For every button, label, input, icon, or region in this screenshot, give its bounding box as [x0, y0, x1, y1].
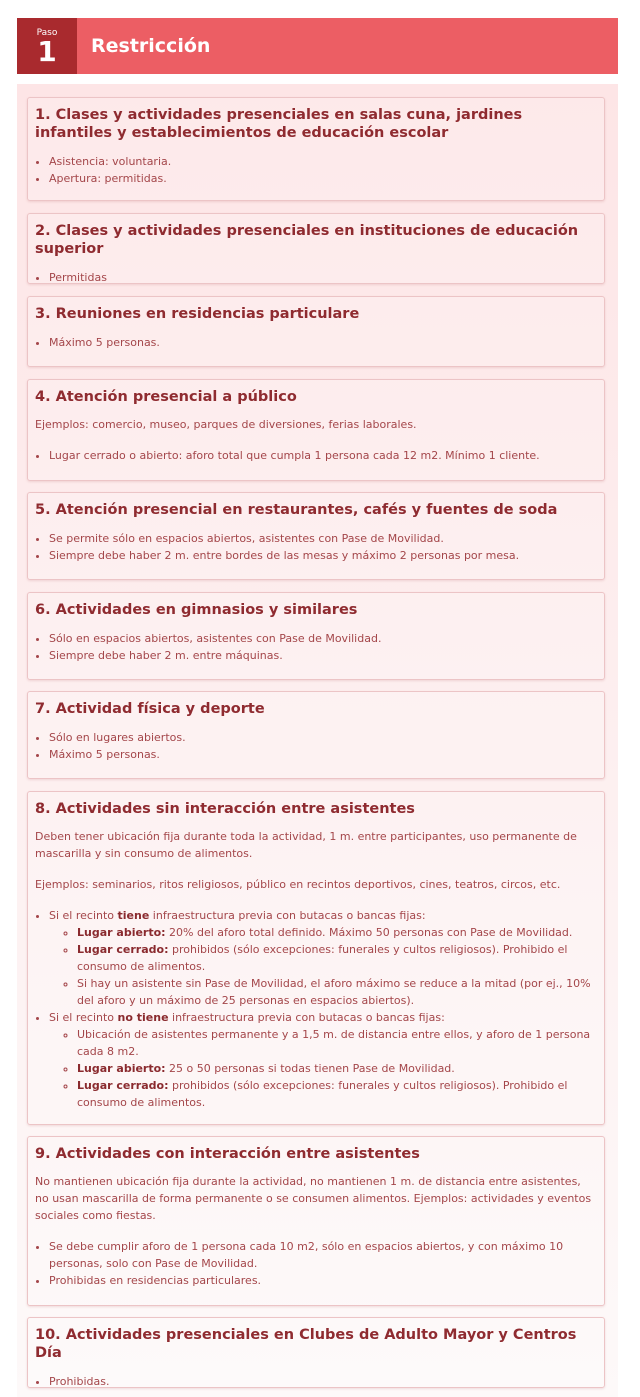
group-text: infraestructura previa con butacas o bancas fijas: [149, 909, 426, 922]
card-9 [27, 1136, 605, 1306]
card-title: 5. Atención presencial en restaurantes, cafés y fuentes de soda [35, 502, 558, 518]
card-intro: No mantienen ubicación fija durante la actividad, no mantienen 1 m. de distancia entre asistentes, no usan mascarilla de forma permanente o se consumen alimentos. Ejemplos: actividades y eventos sociales como fiestas. [35, 1175, 592, 1222]
sub-item [77, 941, 597, 975]
card-title: 10. Actividades presenciales en Clubes de Adulto Mayor y Centros Día [35, 1327, 577, 1361]
card-title: 4. Atención presencial a público [35, 389, 297, 405]
list-item: • Prohibidas en residencias particulares. [49, 1272, 597, 1289]
sub-list [49, 924, 597, 1009]
sub-item [77, 975, 597, 1009]
group-text: infraestructura previa con butacas o bancas fijas: [168, 1011, 445, 1024]
sub-text: 25 o 50 personas si todas tienen Pase de Movilidad. [165, 1062, 455, 1075]
card-1 [27, 97, 605, 201]
sub-emphasis: Lugar abierto: [77, 926, 166, 939]
list-item: • Siempre debe haber 2 m. entre máquinas. [49, 647, 597, 664]
card-10 [27, 1317, 605, 1388]
card-list [35, 334, 597, 351]
card-7 [27, 691, 605, 779]
card-title: 9. Actividades con interacción entre asistentes [35, 1146, 420, 1162]
card-title: 1. Clases y actividades presenciales en salas cuna, jardines infantiles y establecimientos de educación escolar [35, 107, 523, 141]
list-item: • Prohibidas. [49, 1373, 597, 1390]
list-item: • Sólo en lugares abiertos. [49, 729, 597, 746]
sub-item [77, 924, 597, 941]
list-item: • Máximo 5 personas. [49, 334, 597, 351]
step-number: 1 [37, 35, 57, 68]
page-title: Restricción [91, 35, 211, 57]
group-emphasis: tiene [117, 909, 150, 922]
list-item: • Lugar cerrado o abierto: aforo total que cumpla 1 persona cada 12 m2. Mínimo 1 cliente. [49, 447, 597, 464]
card-2 [27, 213, 605, 284]
card-8 [27, 791, 605, 1125]
sub-item [77, 1077, 597, 1111]
card-intro: Deben tener ubicación fija durante toda la actividad, 1 m. entre participantes, uso permanente de mascarilla y sin consumo de alimentos. [35, 830, 577, 860]
sub-text: 20% del aforo total definido. Máximo 50 personas con Pase de Movilidad. [165, 926, 573, 939]
card-4 [27, 379, 605, 481]
step-label: Paso [36, 28, 58, 38]
sub-list [49, 1026, 597, 1111]
sub-text: Ubicación de asistentes permanente y a 1,5 m. de distancia entre ellos, y aforo de 1 persona cada 8 m2. [77, 1028, 591, 1058]
step-header [17, 18, 618, 74]
restrictions-panel [17, 84, 618, 1397]
card-intro: Ejemplos: comercio, museo, parques de diversiones, ferias laborales. [35, 418, 417, 431]
card-list [35, 630, 597, 664]
list-item [49, 1009, 597, 1111]
card-5 [27, 492, 605, 580]
list-item: • Sólo en espacios abiertos, asistentes con Pase de Movilidad. [49, 630, 597, 647]
group-text: Si el recinto [49, 909, 118, 922]
card-title: 7. Actividad física y deporte [35, 701, 265, 717]
card-list [35, 447, 597, 464]
card-list [35, 153, 597, 187]
list-item: • Se permite sólo en espacios abiertos, asistentes con Pase de Movilidad. [49, 530, 597, 547]
sub-emphasis: Lugar cerrado: [77, 943, 169, 956]
group-emphasis: no tiene [117, 1011, 169, 1024]
list-item: • Asistencia: voluntaria. [49, 153, 597, 170]
list-item: • Siempre debe haber 2 m. entre bordes de las mesas y máximo 2 personas por mesa. [49, 547, 597, 564]
sub-emphasis: Lugar abierto: [77, 1062, 166, 1075]
list-item: • Se debe cumplir aforo de 1 persona cada 10 m2, sólo en espacios abiertos, y con máximo 10 personas, solo con Pase de Movilidad. [49, 1238, 597, 1272]
card-list [35, 907, 597, 1111]
card-list [35, 729, 597, 763]
card-list [35, 530, 597, 564]
card-list [35, 1238, 597, 1289]
card-title: 8. Actividades sin interacción entre asistentes [35, 801, 415, 817]
sub-text: prohibidos (sólo excepciones: funerales y cultos religiosos). Prohibido el consumo de alimentos. [77, 1079, 568, 1109]
list-item: • Apertura: permitidas. [49, 170, 597, 187]
card-list [35, 1373, 597, 1390]
card-title: 3. Reuniones en residencias particulare [35, 306, 360, 322]
sub-item [77, 1060, 597, 1077]
sub-emphasis: Lugar cerrado: [77, 1079, 169, 1092]
card-3 [27, 296, 605, 367]
list-item: • Máximo 5 personas. [49, 746, 597, 763]
card-title: 2. Clases y actividades presenciales en instituciones de educación superior [35, 223, 579, 257]
list-item [49, 907, 597, 1009]
list-item: • Permitidas [49, 269, 597, 286]
sub-text: Si hay un asistente sin Pase de Movilidad, el aforo máximo se reduce a la mitad (por ej., 10% del aforo y un máximo de 25 personas en espacios abiertos). [77, 977, 591, 1007]
card-list [35, 269, 597, 286]
sub-text: prohibidos (sólo excepciones: funerales y cultos religiosos). Prohibido el consumo de alimentos. [77, 943, 568, 973]
card-examples: Ejemplos: seminarios, ritos religiosos, público en recintos deportivos, cines, teatros, circos, etc. [35, 878, 561, 891]
sub-item [77, 1026, 597, 1060]
step-badge [17, 18, 77, 74]
card-6 [27, 592, 605, 680]
card-title: 6. Actividades en gimnasios y similares [35, 602, 358, 618]
group-text: Si el recinto [49, 1011, 118, 1024]
